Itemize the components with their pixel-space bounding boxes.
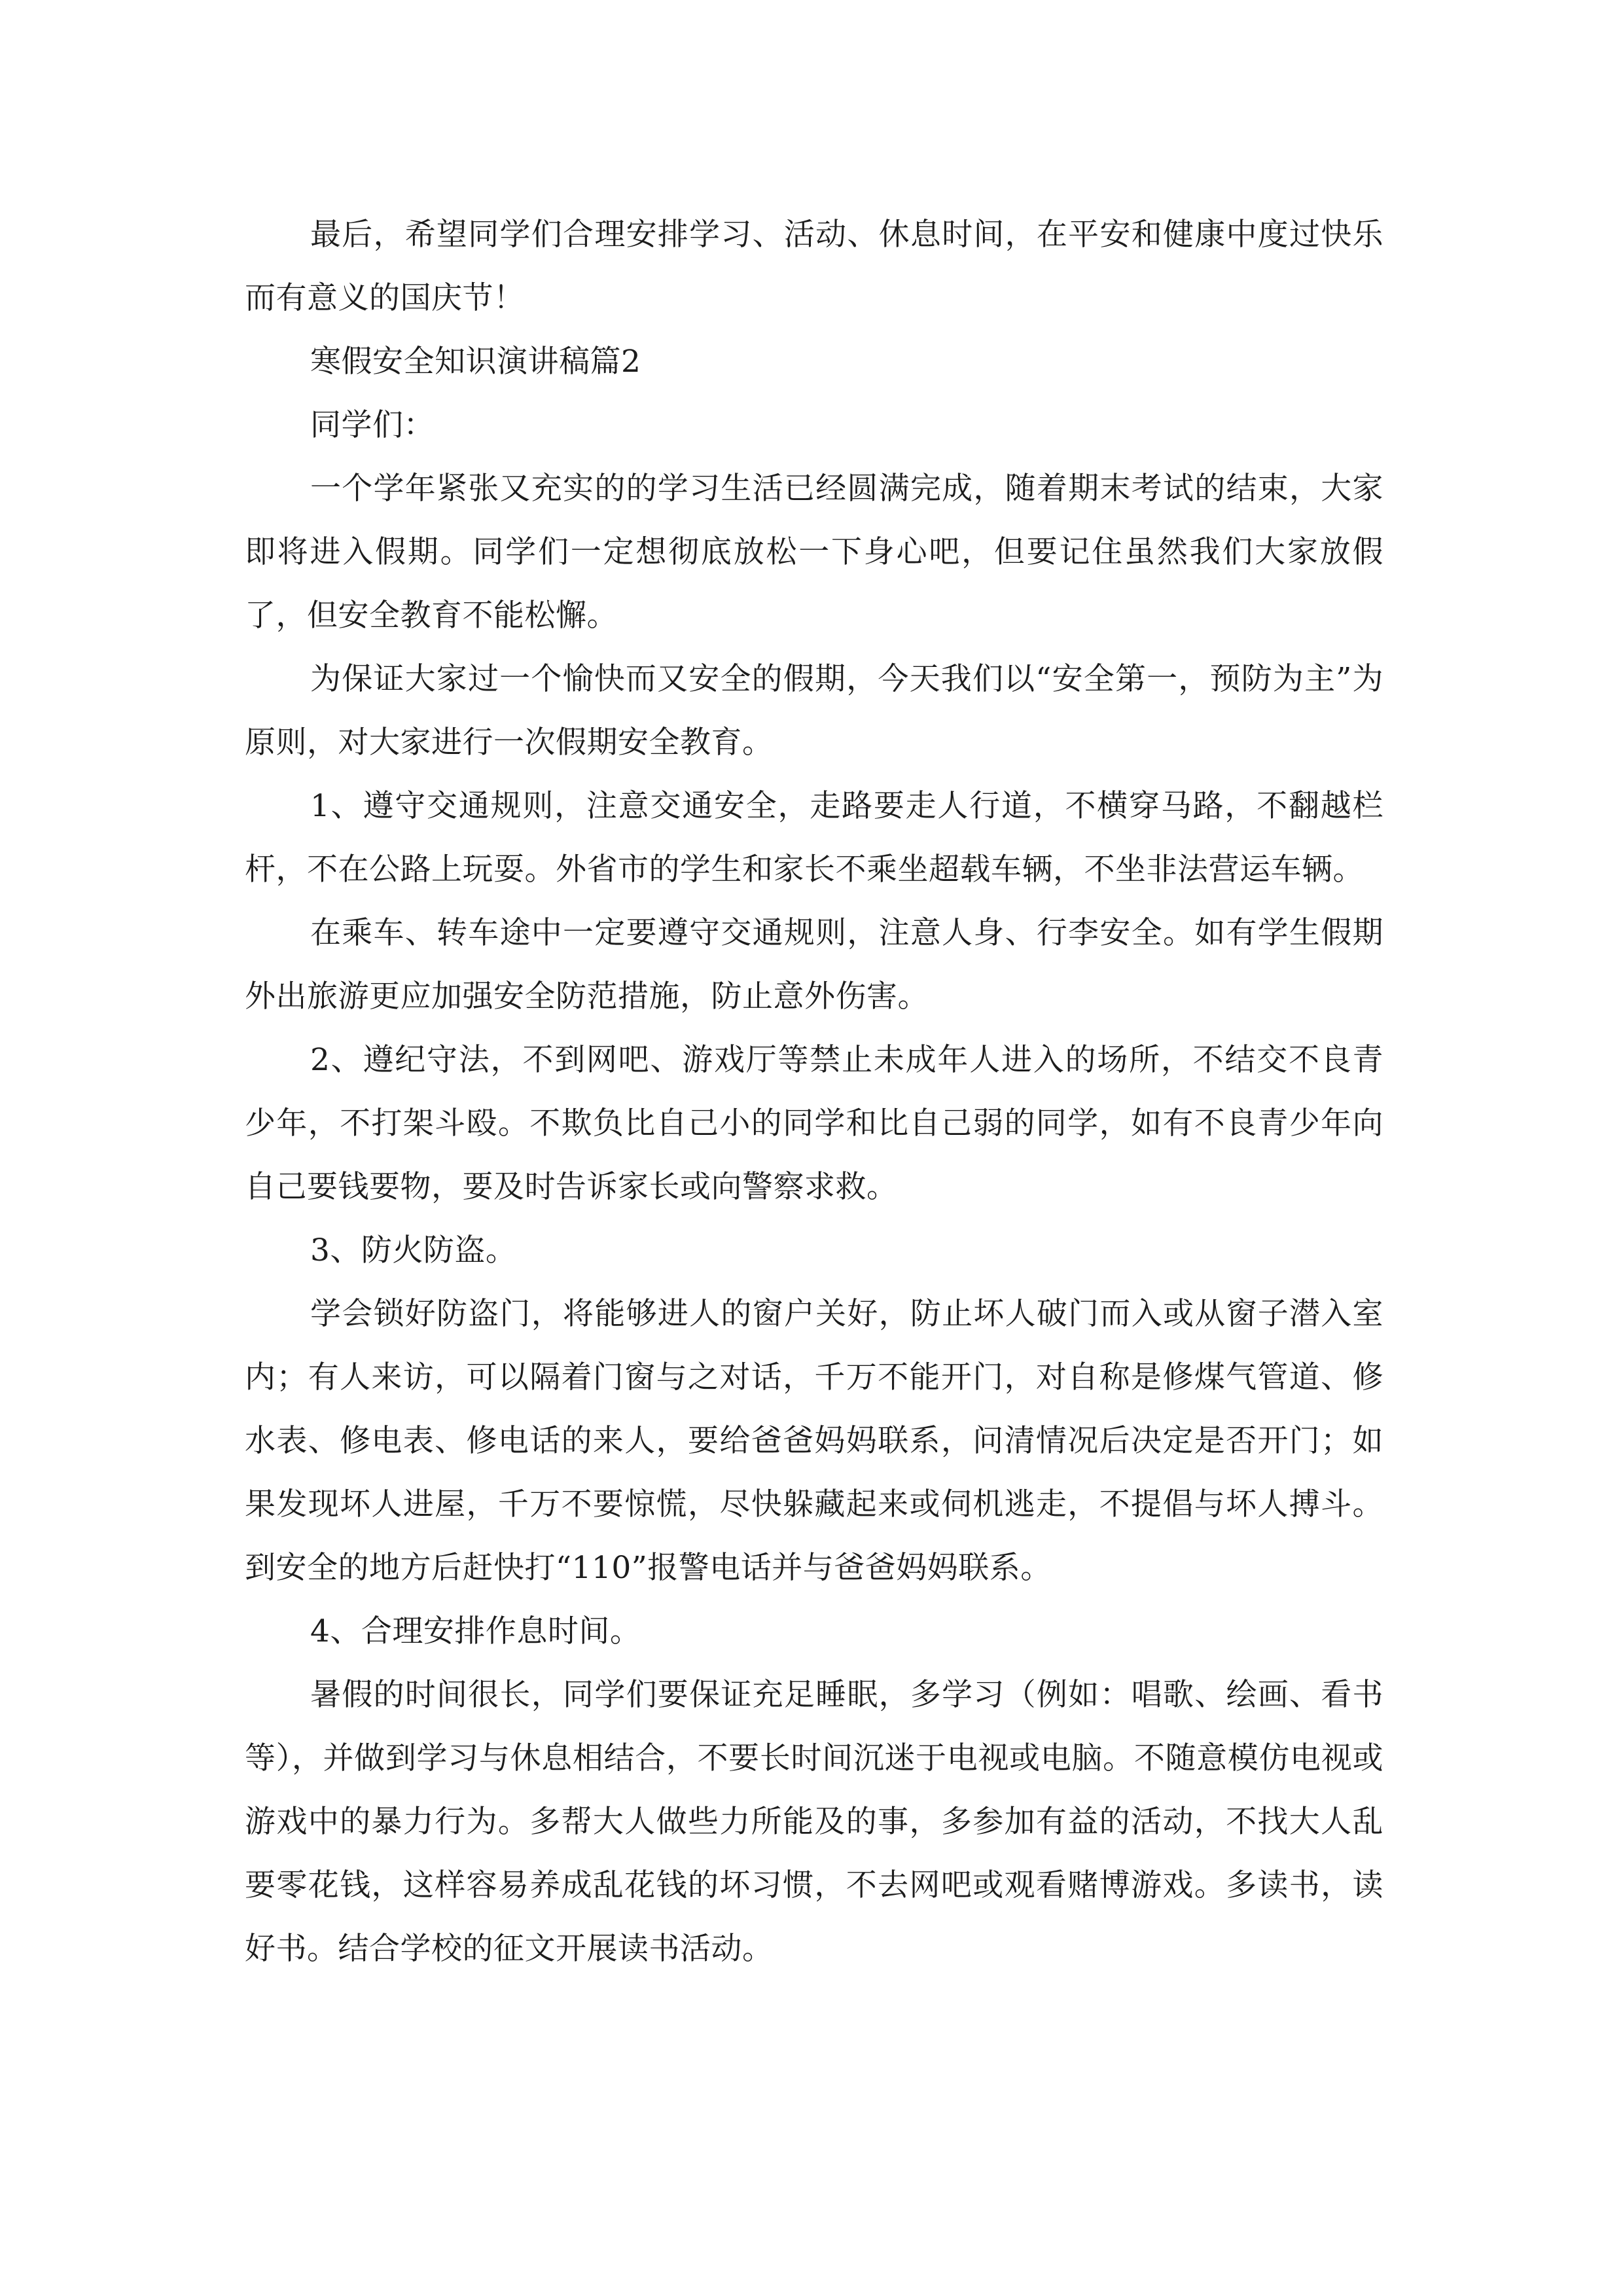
paragraph-item-4-heading: 4、合理安排作息时间。 bbox=[310, 1613, 641, 1649]
paragraph-travel: 在乘车、转车途中一定要遵守交通规则，注意人身、行李安全。如有学生假期外出旅游更应加强安全防范措施，防止意外伤害。 bbox=[245, 915, 1383, 1014]
paragraph-item-3-heading: 3、防火防盗。 bbox=[310, 1232, 517, 1268]
paragraph-item-4-body: 暑假的时间很长，同学们要保证充足睡眠，多学习（例如：唱歌、绘画、看书等），并做到学习与休息相结合，不要长时间沉迷于电视或电脑。不随意模仿电视或游戏中的暴力行为。多帮大人做些力所能及的事，多参加有益的活动，不找大人乱要零花钱，这样容易养成乱花钱的坏习惯，不去网吧或观看赌博游戏。多读书，读好书。结合学校的征文开展读书活动。 bbox=[245, 1677, 1383, 1967]
salutation: 同学们： bbox=[310, 407, 435, 443]
document-body bbox=[245, 203, 1383, 1981]
paragraph-intro: 一个学年紧张又充实的的学习生活已经圆满完成，随着期末考试的结束，大家即将进入假期。同学们一定想彻底放松一下身心吧，但要记住虽然我们大家放假了，但安全教育不能松懈。 bbox=[245, 471, 1383, 634]
paragraph-item-2: 2、遵纪守法，不到网吧、游戏厅等禁止未成年人进入的场所，不结交不良青少年，不打架斗殴。不欺负比自己小的同学和比自己弱的同学，如有不良青少年向自己要钱要物，要及时告诉家长或向警察求救。 bbox=[245, 1042, 1383, 1205]
section-title: 寒假安全知识演讲稿篇2 bbox=[310, 344, 641, 380]
paragraph-purpose: 为保证大家过一个愉快而又安全的假期，今天我们以“安全第一，预防为主”为原则，对大家进行一次假期安全教育。 bbox=[245, 661, 1383, 761]
paragraph-item-1: 1、遵守交通规则，注意交通安全，走路要走人行道，不横穿马路，不翻越栏杆，不在公路上玩耍。外省市的学生和家长不乘坐超载车辆，不坐非法营运车辆。 bbox=[245, 788, 1383, 888]
paragraph-item-3-body: 学会锁好防盗门，将能够进人的窗户关好，防止坏人破门而入或从窗子潜入室内；有人来访，可以隔着门窗与之对话，千万不能开门，对自称是修煤气管道、修水表、修电表、修电话的来人，要给爸爸妈妈联系，问清情况后决定是否开门；如果发现坏人进屋，千万不要惊慌，尽快躲藏起来或伺机逃走，不提倡与坏人搏斗。到安全的地方后赶快打“110”报警电话并与爸爸妈妈联系。 bbox=[245, 1296, 1383, 1586]
paragraph-closing-wish: 最后，希望同学们合理安排学习、活动、休息时间，在平安和健康中度过快乐而有意义的国庆节！ bbox=[245, 217, 1383, 316]
